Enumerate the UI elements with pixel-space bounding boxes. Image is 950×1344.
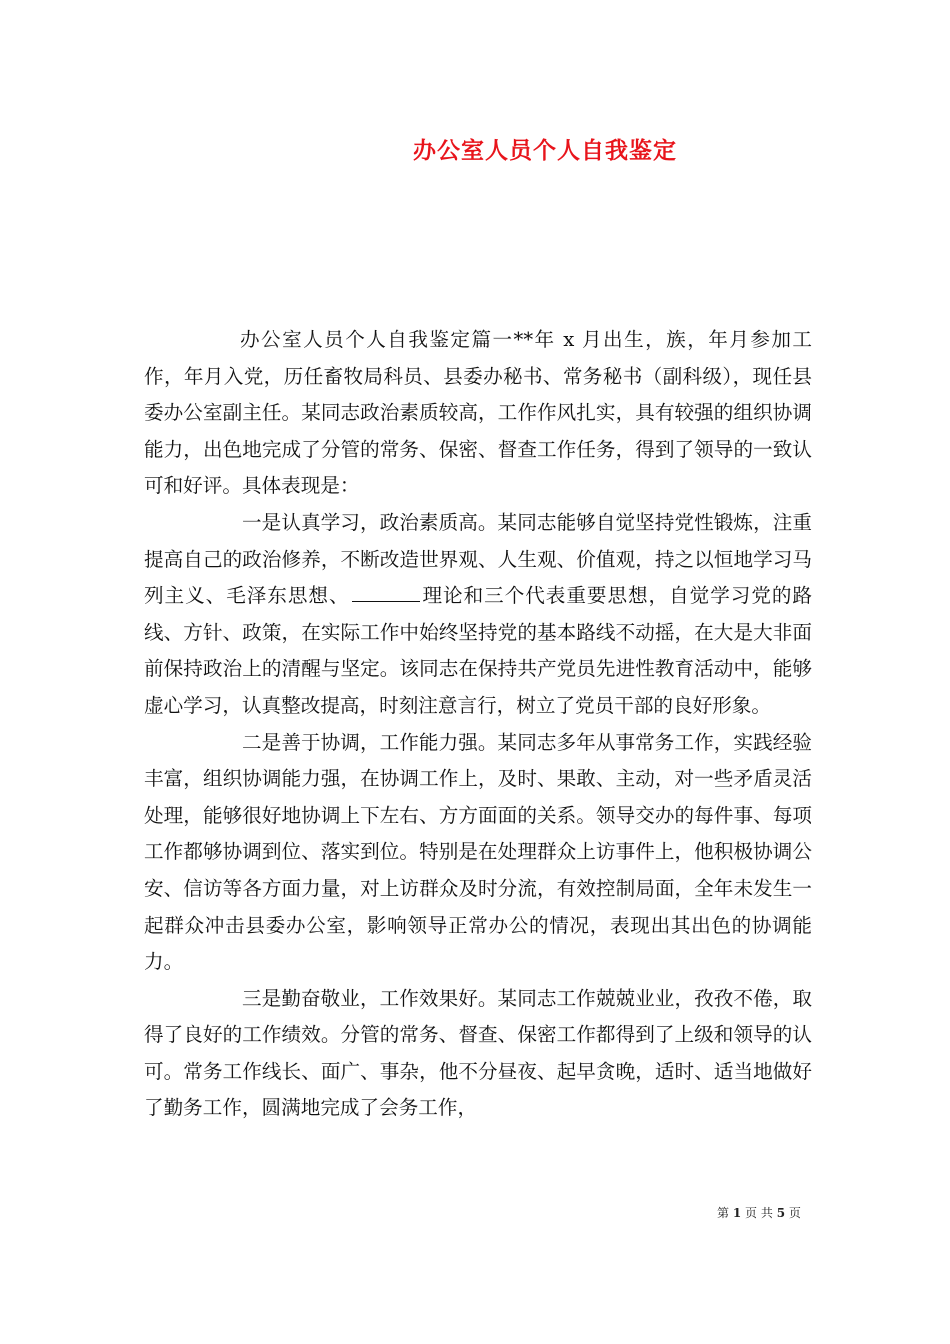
page-number-footer [717,1204,837,1221]
blank-underline [352,581,420,602]
paragraph-study [144,505,812,725]
footer-prefix: 第 [717,1206,730,1220]
paragraph-intro: 办公室人员个人自我鉴定篇一**年 x 月出生，族，年月参加工作，年月入党，历任畜牧局科员、县委办秘书、常务秘书（副科级），现任县委办公室副主任。某同志政治素质较高，工作作风扎实，具有较强的组织协调能力，出色地完成了分管的常务、保密、督查工作任务，得到了领导的一致认可和好评。具体表现是： [144,328,812,498]
paragraph-coordination: 二是善于协调，工作能力强。某同志多年从事常务工作，实践经验丰富，组织协调能力强，在协调工作上，及时、果敢、主动，对一些矛盾灵活处理，能够很好地协调上下左右、方方面面的关系。领导交办的每件事、每项工作都够协调到位、落实到位。特别是在处理群众上访事件上，他积极协调公安、信访等各方面力量，对上访群众及时分流，有效控制局面，全年未发生一起群众冲击县委办公室，影响领导正常办公的情况，表现出其出色的协调能力。 [144,730,812,974]
paragraph-study-part2: 理论和三个代表重要思想，自觉学习党的路线、方针、政策，在实际工作中始终坚持党的基本路线不动摇，在大是大非面前保持政治上的清醒与坚定。该同志在保持共产党员先进性教育活动中，能够虚心学习，认真整改提高，时刻注意言行，树立了党员干部的良好形象。 [144,584,813,717]
document-title [0,132,950,165]
paragraph-diligence: 三是勤奋敬业，工作效果好。某同志工作兢兢业业，孜孜不倦，取得了良好的工作绩效。分管的常务、督查、保密工作都得到了上级和领导的认可。常务工作线长、面广、事杂，他不分昼夜、起早贪晚，适时、适当地做好了勤务工作，圆满地完成了会务工作， [144,986,812,1120]
document-body [144,322,812,1127]
paragraph-study-part1: 一是认真学习，政治素质高。某同志能够自觉坚持党性锻炼，注重提高自己的政治修养，不断改造世界观、人生观、价值观，持之以恒地学习马列主义、毛泽东思想、 [144,510,812,608]
footer-current-page: 1 [732,1206,742,1220]
document-title-text: 办公室人员个人自我鉴定 [413,137,677,164]
footer-suffix: 页 [788,1206,801,1220]
footer-middle: 页 共 [745,1206,773,1220]
footer-total-pages: 5 [776,1206,786,1220]
